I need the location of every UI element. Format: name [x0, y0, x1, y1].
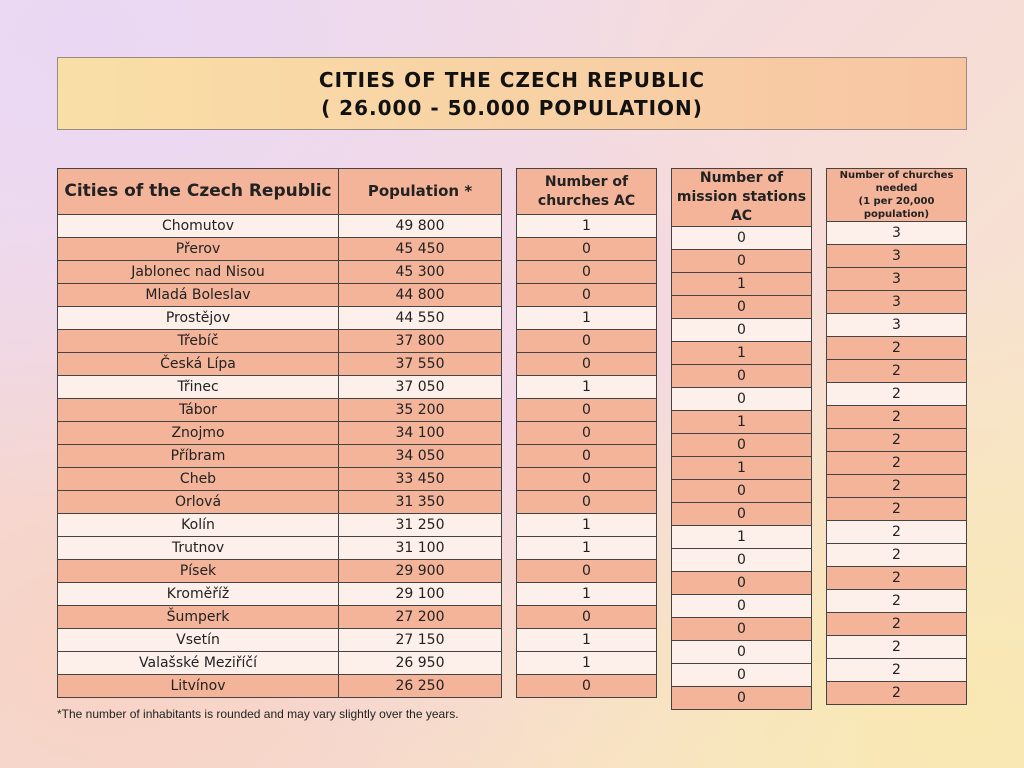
table-row — [58, 583, 502, 606]
cell-needed: 2 — [827, 659, 967, 682]
page-title-box — [57, 57, 967, 130]
table-row — [517, 537, 657, 560]
header-needed-title: Number of churches needed — [839, 170, 954, 194]
churches-table — [516, 168, 657, 698]
cell-city: Jablonec nad Nisou — [58, 261, 339, 284]
table-row — [827, 245, 967, 268]
cell-city: Přerov — [58, 238, 339, 261]
table-row — [672, 526, 812, 549]
page-title: CITIES OF THE CZECH REPUBLIC — [318, 67, 706, 92]
table-row — [827, 567, 967, 590]
table-row — [827, 544, 967, 567]
cell-churches: 1 — [517, 376, 657, 399]
table-row — [517, 606, 657, 629]
cell-missions: 1 — [672, 342, 812, 365]
table-row — [517, 652, 657, 675]
table-row — [672, 434, 812, 457]
cell-missions: 0 — [672, 227, 812, 250]
table-row — [827, 521, 967, 544]
cell-needed: 2 — [827, 337, 967, 360]
table-row — [58, 353, 502, 376]
table-row — [517, 330, 657, 353]
table-row — [672, 618, 812, 641]
cell-needed: 2 — [827, 429, 967, 452]
table-row — [827, 429, 967, 452]
cell-missions: 0 — [672, 572, 812, 595]
table-row — [517, 514, 657, 537]
table-row — [827, 452, 967, 475]
table-row — [58, 422, 502, 445]
cell-churches: 1 — [517, 307, 657, 330]
table-row — [827, 682, 967, 705]
table-row — [672, 342, 812, 365]
table-row — [58, 675, 502, 698]
cell-churches: 1 — [517, 537, 657, 560]
cell-city: Třinec — [58, 376, 339, 399]
cell-needed: 2 — [827, 452, 967, 475]
table-row — [58, 399, 502, 422]
cell-missions: 0 — [672, 664, 812, 687]
cell-missions: 0 — [672, 503, 812, 526]
table-row — [58, 491, 502, 514]
cell-missions: 0 — [672, 319, 812, 342]
table-row — [517, 583, 657, 606]
cell-population: 44 550 — [339, 307, 502, 330]
table-row — [58, 238, 502, 261]
cell-churches: 1 — [517, 652, 657, 675]
cell-city: Kroměříž — [58, 583, 339, 606]
cell-city: Valašské Meziříčí — [58, 652, 339, 675]
table-row — [827, 383, 967, 406]
table-row — [672, 687, 812, 710]
cell-missions: 0 — [672, 641, 812, 664]
table-row — [672, 411, 812, 434]
cell-city: Vsetín — [58, 629, 339, 652]
cell-missions: 0 — [672, 365, 812, 388]
cell-churches: 1 — [517, 215, 657, 238]
table-row — [517, 261, 657, 284]
table-row — [58, 537, 502, 560]
table-row — [827, 613, 967, 636]
table-row — [672, 296, 812, 319]
table-row — [827, 659, 967, 682]
table-row — [672, 503, 812, 526]
cell-needed: 2 — [827, 590, 967, 613]
header-missions: Number of mission stations AC — [672, 169, 812, 227]
table-row — [827, 360, 967, 383]
cell-population: 31 250 — [339, 514, 502, 537]
cell-churches: 1 — [517, 514, 657, 537]
cell-churches: 0 — [517, 284, 657, 307]
cell-missions: 0 — [672, 480, 812, 503]
cell-churches: 0 — [517, 261, 657, 284]
cell-missions: 0 — [672, 595, 812, 618]
table-row — [58, 376, 502, 399]
table-row — [58, 606, 502, 629]
table-row — [672, 227, 812, 250]
cell-city: Znojmo — [58, 422, 339, 445]
table-row — [517, 307, 657, 330]
table-row — [517, 238, 657, 261]
cell-population: 44 800 — [339, 284, 502, 307]
cell-missions: 0 — [672, 250, 812, 273]
table-row — [517, 376, 657, 399]
cell-city: Tábor — [58, 399, 339, 422]
needed-table — [826, 168, 967, 705]
cell-churches: 0 — [517, 330, 657, 353]
cell-needed: 2 — [827, 475, 967, 498]
cell-city: Kolín — [58, 514, 339, 537]
table-row — [827, 337, 967, 360]
table-row — [517, 422, 657, 445]
cell-missions: 1 — [672, 526, 812, 549]
page-subtitle: ( 26.000 - 50.000 POPULATION) — [321, 95, 703, 120]
cell-population: 27 200 — [339, 606, 502, 629]
table-row — [58, 560, 502, 583]
table-row — [517, 468, 657, 491]
table-row — [827, 590, 967, 613]
cell-population: 27 150 — [339, 629, 502, 652]
cell-churches: 0 — [517, 353, 657, 376]
footnote: *The number of inhabitants is rounded and may vary slightly over the years. — [57, 707, 459, 721]
cell-population: 37 050 — [339, 376, 502, 399]
cell-needed: 2 — [827, 567, 967, 590]
cell-needed: 3 — [827, 314, 967, 337]
table-row — [672, 664, 812, 687]
table-row — [672, 457, 812, 480]
table-row — [827, 222, 967, 245]
cell-city: Trutnov — [58, 537, 339, 560]
cell-city: Orlová — [58, 491, 339, 514]
cell-population: 37 550 — [339, 353, 502, 376]
cell-missions: 0 — [672, 388, 812, 411]
cell-needed: 3 — [827, 268, 967, 291]
table-row — [58, 284, 502, 307]
table-row — [672, 549, 812, 572]
table-row — [827, 636, 967, 659]
missions-table — [671, 168, 812, 710]
table-row — [672, 480, 812, 503]
cell-missions: 0 — [672, 687, 812, 710]
table-row — [672, 388, 812, 411]
cell-population: 33 450 — [339, 468, 502, 491]
cell-missions: 1 — [672, 411, 812, 434]
cell-churches: 0 — [517, 238, 657, 261]
cell-needed: 3 — [827, 245, 967, 268]
table-row — [517, 629, 657, 652]
cell-population: 34 050 — [339, 445, 502, 468]
cell-missions: 0 — [672, 296, 812, 319]
table-row — [58, 514, 502, 537]
cell-needed: 3 — [827, 222, 967, 245]
cell-population: 49 800 — [339, 215, 502, 238]
cell-needed: 2 — [827, 544, 967, 567]
table-row — [827, 498, 967, 521]
cell-population: 29 100 — [339, 583, 502, 606]
cell-city: Cheb — [58, 468, 339, 491]
table-row — [517, 399, 657, 422]
cell-missions: 0 — [672, 618, 812, 641]
table-row — [672, 595, 812, 618]
table-row — [672, 319, 812, 342]
cell-city: Písek — [58, 560, 339, 583]
table-row — [58, 215, 502, 238]
table-row — [517, 353, 657, 376]
table-row — [517, 560, 657, 583]
cell-population: 45 450 — [339, 238, 502, 261]
header-population: Population * — [339, 169, 502, 215]
table-row — [827, 406, 967, 429]
cell-needed: 2 — [827, 498, 967, 521]
cell-churches: 0 — [517, 560, 657, 583]
cell-churches: 1 — [517, 629, 657, 652]
table-row — [672, 250, 812, 273]
cell-city: Chomutov — [58, 215, 339, 238]
table-row — [58, 629, 502, 652]
cell-population: 26 250 — [339, 675, 502, 698]
header-needed — [827, 169, 967, 222]
table-row — [58, 261, 502, 284]
header-needed-note: (1 per 20,000 population) — [858, 196, 935, 220]
cell-population: 35 200 — [339, 399, 502, 422]
cell-city: Příbram — [58, 445, 339, 468]
table-row — [827, 268, 967, 291]
cell-city: Třebíč — [58, 330, 339, 353]
table-row — [672, 572, 812, 595]
cell-needed: 2 — [827, 521, 967, 544]
cell-population: 34 100 — [339, 422, 502, 445]
cell-needed: 2 — [827, 682, 967, 705]
cell-city: Prostějov — [58, 307, 339, 330]
table-row — [517, 215, 657, 238]
table-row — [827, 291, 967, 314]
table-row — [517, 284, 657, 307]
table-row — [517, 675, 657, 698]
table-row — [672, 641, 812, 664]
cell-population: 31 100 — [339, 537, 502, 560]
cell-population: 45 300 — [339, 261, 502, 284]
table-row — [58, 468, 502, 491]
cell-city: Česká Lípa — [58, 353, 339, 376]
cell-churches: 0 — [517, 399, 657, 422]
cell-population: 29 900 — [339, 560, 502, 583]
cell-missions: 0 — [672, 434, 812, 457]
cities-table — [57, 168, 502, 698]
cell-churches: 0 — [517, 675, 657, 698]
cell-population: 31 350 — [339, 491, 502, 514]
cell-missions: 1 — [672, 273, 812, 296]
table-row — [517, 491, 657, 514]
table-row — [827, 475, 967, 498]
cell-needed: 2 — [827, 406, 967, 429]
cell-needed: 2 — [827, 613, 967, 636]
table-row — [517, 445, 657, 468]
cell-population: 37 800 — [339, 330, 502, 353]
table-row — [827, 314, 967, 337]
cell-missions: 1 — [672, 457, 812, 480]
cell-churches: 1 — [517, 583, 657, 606]
cell-missions: 0 — [672, 549, 812, 572]
table-row — [58, 445, 502, 468]
table-row — [58, 652, 502, 675]
cell-city: Šumperk — [58, 606, 339, 629]
cell-churches: 0 — [517, 445, 657, 468]
cell-city: Litvínov — [58, 675, 339, 698]
cell-needed: 3 — [827, 291, 967, 314]
table-row — [672, 273, 812, 296]
cell-needed: 2 — [827, 636, 967, 659]
cell-city: Mladá Boleslav — [58, 284, 339, 307]
cell-population: 26 950 — [339, 652, 502, 675]
table-row — [58, 330, 502, 353]
cell-churches: 0 — [517, 422, 657, 445]
cell-churches: 0 — [517, 468, 657, 491]
cell-needed: 2 — [827, 383, 967, 406]
table-row — [58, 307, 502, 330]
cell-churches: 0 — [517, 606, 657, 629]
table-row — [672, 365, 812, 388]
header-city: Cities of the Czech Republic — [58, 169, 339, 215]
cell-churches: 0 — [517, 491, 657, 514]
cell-needed: 2 — [827, 360, 967, 383]
header-churches: Number of churches AC — [517, 169, 657, 215]
